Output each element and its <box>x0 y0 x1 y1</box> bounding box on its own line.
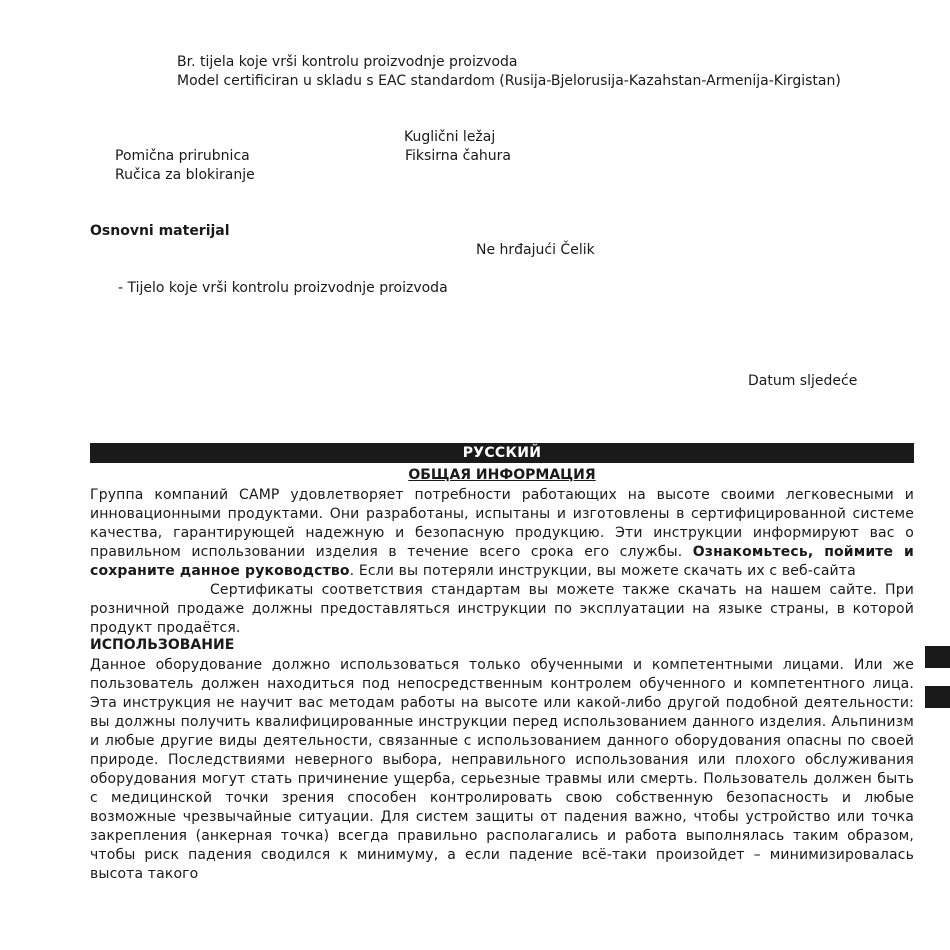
part-movable-flange: Pomična prirubnica <box>115 148 250 164</box>
general-info-text-3: Сертификаты соответствия стандартам вы можете также скачать на нашем сайте. При розничной продаже должны предоставляться инструкции по эксплуатации на языке страны, в которой продукт продаётся. <box>90 582 914 636</box>
page-tab-marker <box>925 646 950 668</box>
page-tab-marker <box>925 686 950 708</box>
material-steel: Ne hrđajući Čelik <box>476 242 595 258</box>
general-info-bold: Ознакомьтесь, поймите и сохраните данное руководство <box>90 544 914 579</box>
usage-heading: ИСПОЛЬЗОВАНИЕ <box>90 637 235 653</box>
control-body-number-label: Br. tijela koje vrši kontrolu proizvodnje proizvoda <box>177 54 518 70</box>
general-info-text-1: Группа компаний CAMP удовлетворяет потребности работающих на высоте своими легковесными и инновационными продуктами. Они разработаны, испытаны и изготовлены в сертифицированной системе качества, гарантирующей надежную и безопасную продукцию. Эти инструкции информируют вас о правильном использовании изделия в течение всего срока его службы. <box>90 487 914 560</box>
control-body-note: - Tijelo koje vrši kontrolu proizvodnje proizvoda <box>118 280 448 296</box>
general-info-title: ОБЩАЯ ИНФОРМАЦИЯ <box>408 467 596 483</box>
usage-paragraph: Данное оборудование должно использоваться только обученными и компетентными лицами. Или же пользователь должен находиться под непосредственным контролем обученного и компетентного лица. Эта инструкция не научит вас методам работы на высоте или какой-либо другой подобной деятельности: вы должны получить квалифицированные инструкции перед использованием данного изделия. Альпинизм и любые другие виды деятельности, связанные с использованием данного оборудования опасны по своей природе. Последствиями неверного выбора, неправильного использования или плохого обслуживания оборудования могут стать причинение ущерба, серьезные травмы или смерть. Пользователь должен быть с медицинской точки зрения способен контролировать свою собственную безопасность и любые возможные чрезвычайные ситуации. Для систем защиты от падения важно, чтобы устройство или точка закрепления (анкерная точка) всегда правильно располагались и работа выполнялась таким образом, чтобы риск падения сводился к минимуму, а если падение всё-таки произойдет – минимизировалась высота такого <box>90 657 914 882</box>
material-heading: Osnovni materijal <box>90 223 230 239</box>
general-info-heading <box>90 466 914 485</box>
top-block <box>177 53 841 91</box>
general-info-paragraph <box>90 486 914 638</box>
part-ball-bearing: Kuglični ležaj <box>404 129 496 145</box>
part-locking-handle: Ručica za blokiranje <box>115 167 255 183</box>
next-date-label: Datum sljedeće <box>748 373 858 389</box>
part-fixed-sleeve: Fiksirna čahura <box>405 148 511 164</box>
section-title-russian: РУССКИЙ <box>90 443 914 463</box>
general-info-text-2: . Если вы потеряли инструкции, вы можете скачать их с веб-сайта <box>349 563 856 579</box>
eac-certification-note: Model certificiran u skladu s EAC standardom (Rusija-Bjelorusija-Kazahstan-Armenija-Kirgistan) <box>177 73 841 89</box>
